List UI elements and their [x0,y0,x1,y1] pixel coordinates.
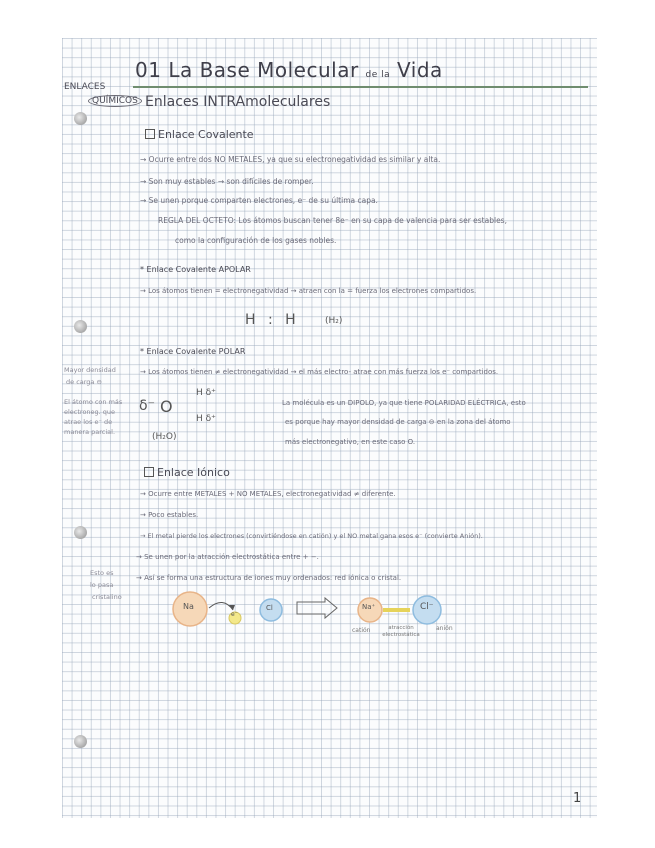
covalente-heading [145,128,254,141]
punch-hole [74,735,87,748]
margin-note: electroneg. que [64,408,116,416]
delta-minus: δ⁻ [139,398,155,414]
na-label: Na [183,602,194,611]
attraction-label: atracción electrostática [382,625,420,638]
apolar-line: → Los átomos tienen = electronegatividad → atraen con la = fuerza los electrones compartidos. [140,287,477,295]
ionico-line: → Así se forma una estructura de iones muy ordenados: red iónica o cristal. [136,574,402,582]
margin-note: de carga ⊖ [66,378,102,386]
anion-label: anión [436,625,453,632]
electron-arrow-icon [209,602,233,610]
margin-note: lo pasa [90,581,114,589]
h2-formula: H : H [245,312,300,328]
dipolo-note: más electronegativo, en este caso O. [285,438,416,446]
section-title: Enlaces INTRAmoleculares [145,94,331,110]
polar-line: → Los átomos tienen ≠ electronegatividad → el más electro- atrae con más fuerza los e⁻ compartidos. [140,368,499,376]
margin-note: El átomo con más [64,398,123,406]
ionico-line: → Se unen por la atracción electrostática entre + −. [136,553,319,561]
punch-hole [74,526,87,539]
punch-hole [74,320,87,333]
h2-label: (H₂) [325,316,343,326]
water-label: (H₂O) [152,432,177,442]
margin-note: manera parcial. [64,428,116,436]
ionico-heading-text: Enlace Iónico [157,466,230,479]
page-number: 1 [573,791,582,806]
margin-note: Esto es [90,569,114,577]
covalente-line: como la configuración de los gases nobles. [175,236,337,245]
title-end: Vida [397,58,443,82]
margin-note: atrae los e⁻ de [64,418,113,426]
covalente-line: → Se unen porque comparten electrones, e⁻ de su última capa. [140,196,378,205]
margin-note: cristalino [92,593,122,601]
covalente-line: → Ocurre entre dos NO METALES, ya que su electronegatividad es similar y alta. [140,155,441,164]
apolar-heading: * Enlace Covalente APOLAR [140,265,251,274]
margin-tag-line2: QUÍMICOS [88,95,142,107]
covalente-line: REGLA DEL OCTETO: Los átomos buscan tener 8e⁻ en su capa de valencia para ser estables, [158,216,507,225]
reaction-arrow-icon [297,598,337,618]
cl-ion-label: Cl⁻ [420,602,434,612]
covalente-heading-text: Enlace Covalente [158,128,254,141]
cl-label: Cl [266,604,273,612]
electron-label: e⁻ [231,611,238,618]
title-small: de la [365,70,391,80]
title-number: 01 [135,58,162,82]
title-underline [133,86,588,88]
dipolo-note: es porque hay mayor densidad de carga ⊖ en la zona del átomo [285,418,511,426]
margin-note: Mayor densidad [64,366,116,374]
checkbox-icon [144,467,154,477]
title-main: La Base Molecular [168,58,359,82]
covalente-line: → Son muy estables → son difíciles de romper. [140,177,314,186]
dipolo-note: La molécula es un DIPOLO, ya que tiene POLARIDAD ELÉCTRICA, esto [282,399,526,407]
checkbox-icon [145,129,155,139]
cation-label: catión [352,627,371,634]
oxygen-atom: O [160,397,173,416]
ionico-line: → Poco estables. [140,511,199,519]
ionico-heading [144,466,230,479]
margin-tag-line1: ENLACES [64,82,106,92]
polar-heading: * Enlace Covalente POLAR [140,347,246,356]
hydrogen-atom: H δ⁺ [196,414,216,424]
ionico-line: → El metal pierde los electrones (convirtiéndose en catión) y el NO metal gana esos e⁻ (convierte Anión). [140,532,483,540]
na-ion-label: Na⁺ [362,603,376,611]
punch-hole [74,112,87,125]
page-title [135,58,443,82]
hydrogen-atom: H δ⁺ [196,388,216,398]
ionic-bond-diagram [165,588,455,650]
ionico-line: → Ocurre entre METALES + NO METALES, electronegatividad ≠ diferente. [140,490,396,498]
